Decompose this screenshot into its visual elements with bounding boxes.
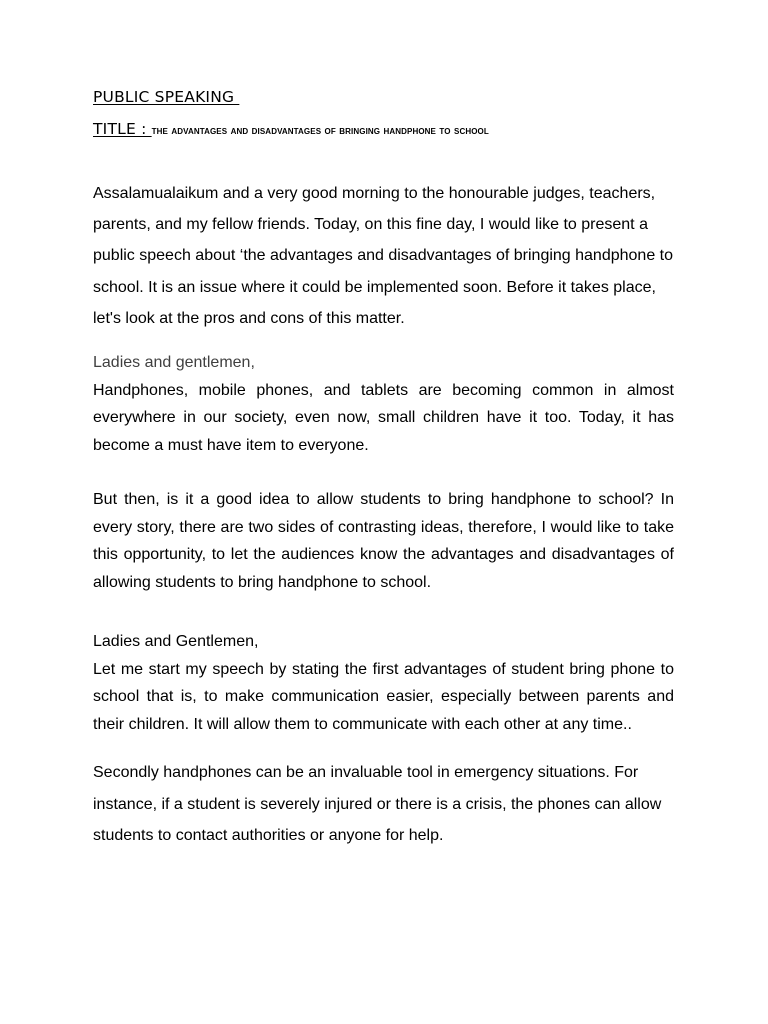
body-paragraph-4: Secondly handphones can be an invaluable tool in emergency situations. For instance, if a student is severely injured or there is a crisis, the phones can allow students to contact authorities or anyone for help.	[93, 764, 662, 845]
document-page	[93, 86, 674, 852]
salutation-1: Ladies and gentlemen,	[93, 354, 255, 372]
document-heading: PUBLIC SPEAKING	[93, 88, 240, 106]
body-paragraph-3: Let me start my speech by stating the first advantages of student bring phone to school that is, to make communication easier, especially between parents and their children. It will allow them to communicate with each other at any time..	[93, 660, 674, 733]
intro-paragraph: Assalamualaikum and a very good morning to the honourable judges, teachers, parents, and my fellow friends. Today, on this fine day, I would like to present a public speech about ‘the advantages and disadvantages of bringing handphone to school. It is an issue where it could be implemented soon. Before it takes place, let's look at the pros and cons of this matter.	[93, 185, 674, 327]
body-paragraph-2: But then, is it a good idea to allow students to bring handphone to school? In every story, there are two sides of contrasting ideas, therefore, I would like to take this opportunity, to let the audiences know the advantages and disadvantages of allowing students to bring handphone to school.	[93, 491, 674, 591]
salutation-2: Ladies and Gentlemen,	[93, 633, 259, 651]
body-paragraph-1: Handphones, mobile phones, and tablets are becoming common in almost everywhere in our society, even now, small children have it too. Today, it has become a must have item to everyone.	[93, 381, 674, 454]
title-label: TITLE :	[93, 120, 152, 138]
document-title-line	[93, 118, 674, 141]
title-text: the advantages and disadvantages of bringing handphone to school	[151, 123, 489, 137]
